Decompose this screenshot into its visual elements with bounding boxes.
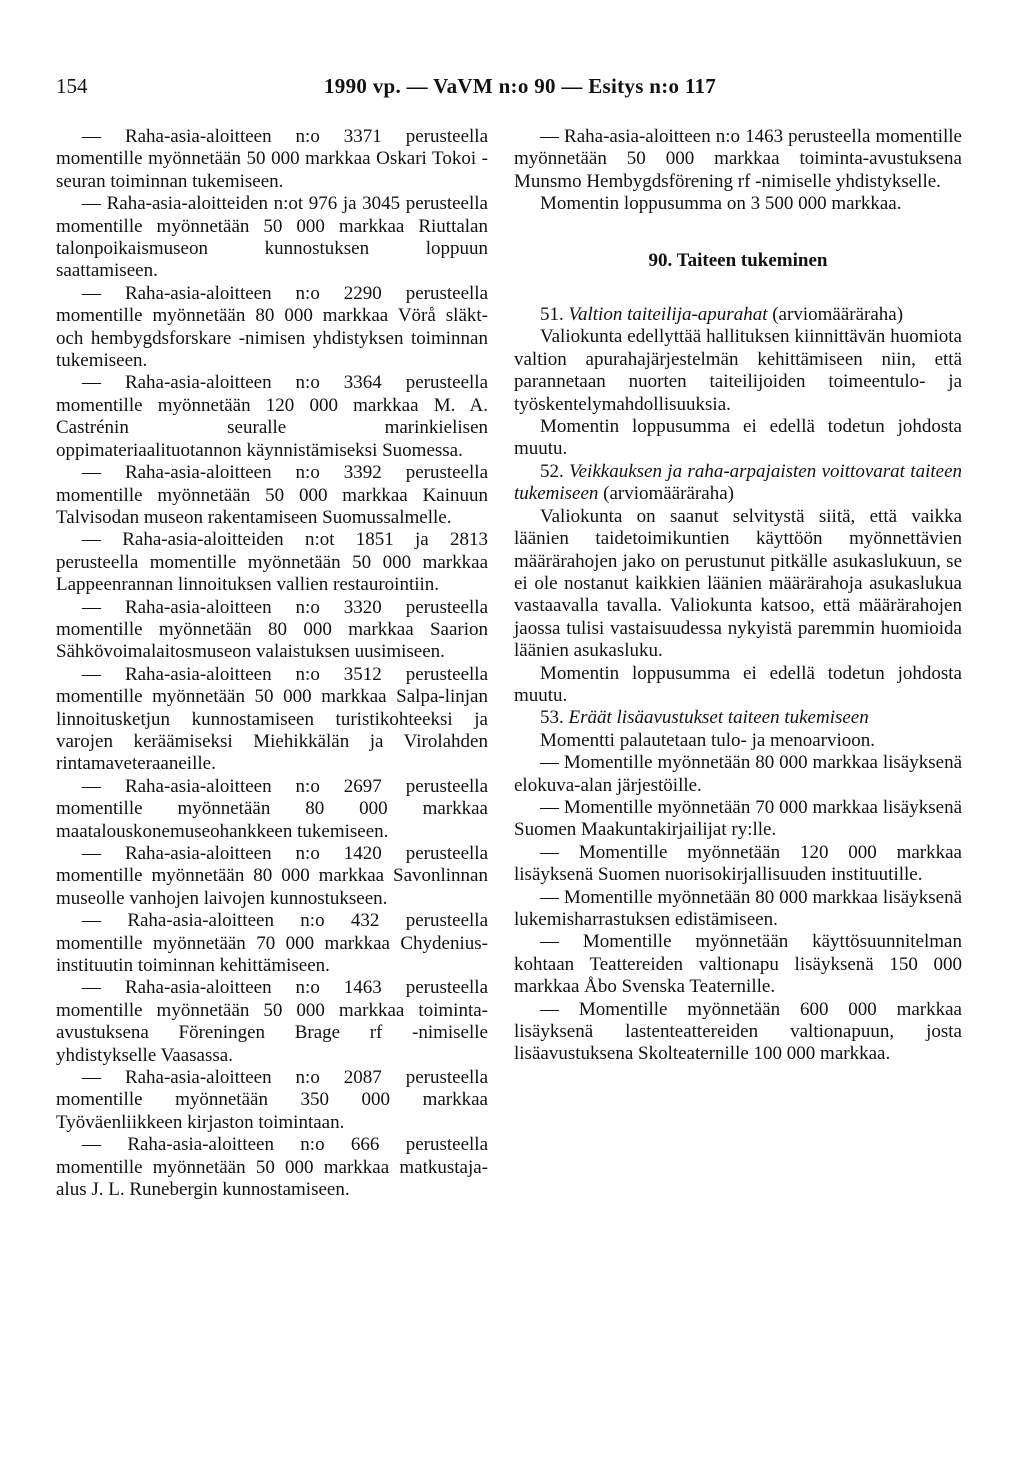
- item-51-heading: [514, 304, 962, 326]
- paragraph: — Momentille myönnetään 80 000 markkaa lisäyksenä lukemisharrastuksen edistämiseen.: [514, 886, 962, 930]
- paragraph: — Momentille myönnetään 600 000 markkaa lisäyksenä lastenteattereiden valtionapuun, josta lisäavustuksena Skolteaternille 100 000 markkaa.: [514, 998, 962, 1065]
- paragraph: Valiokunta on saanut selvitystä siitä, että vaikka läänien taidetoimikuntien käyttöön myönnettävien määrärahojen jako on perustunut pitkälle asukaslukuun, se ei ole nostanut kaikkien läänien määrärahoja asukaslukua vastaavalla tavalla. Valiokunta katsoo, että määrärahojen jaossa tulisi vastaisuudessa nykyistä paremmin huomioida läänien asukasluku.: [514, 505, 962, 662]
- paragraph: Momentti palautetaan tulo- ja menoarvioon.: [540, 729, 876, 751]
- left-column: [56, 126, 488, 1202]
- paragraph: — Raha-asia-aloitteen n:o 3371 perusteella momentille myönnetään 50 000 markkaa Oskari Tokoi -seuran toiminnan tukemiseen.: [56, 126, 488, 192]
- item-number: 52.: [540, 460, 564, 482]
- section-heading: 90. Taiteen tukeminen: [648, 249, 828, 271]
- item-title: Veikkauksen ja raha-arpajaisten voittovarat taiteen tukemiseen: [514, 460, 962, 505]
- item-number: 53.: [540, 707, 564, 729]
- paragraph: Momentin loppusumma on 3 500 000 markkaa.: [540, 193, 902, 215]
- right-column: [514, 126, 962, 1066]
- paragraph: — Raha-asia-aloitteen n:o 3364 perusteella momentille myönnetään 120 000 markkaa M. A. Castrénin seuralle marinkielisen oppimateriaalituotannon käynnistämiseksi Suomessa.: [56, 372, 488, 461]
- paragraph: — Raha-asia-aloitteen n:o 1463 perusteella momentille myönnetään 50 000 markkaa toiminta-avustuksena Föreningen Brage rf -nimiselle yhdistykselle Vaasassa.: [56, 977, 488, 1066]
- paragraph: — Raha-asia-aloitteen n:o 2290 perusteella momentille myönnetään 80 000 markkaa Vörå släkt- och hembygdsforskare -nimisen yhdistyksen toiminnan tukemiseen.: [56, 282, 488, 372]
- paragraph: — Raha-asia-aloitteiden n:ot 1851 ja 2813 perusteella momentille myönnetään 50 000 markkaa Lappeenrannan linnoituksen vallien restaurointiin.: [56, 529, 488, 596]
- item-52-heading: [514, 461, 962, 506]
- paragraph: — Raha-asia-aloitteen n:o 1420 perusteella momentille myönnetään 80 000 markkaa Savonlinnan museolle vanhojen laivojen kunnostukseen.: [56, 843, 488, 909]
- page-header: [56, 66, 976, 100]
- item-number: 51.: [540, 304, 564, 326]
- paragraph: — Momentille myönnetään käyttösuunnitelman kohtaan Teattereiden valtionapu lisäyksenä 150 000 markkaa Åbo Svenska Teaternille.: [514, 931, 962, 998]
- item-title: Valtion taiteilija-apurahat: [568, 304, 768, 326]
- item-suffix: (arviomääräraha): [772, 304, 904, 326]
- paragraph: — Raha-asia-aloitteen n:o 3320 perusteella momentille myönnetään 80 000 markkaa Saarion Sähkövoimalaitosmuseon valaistuksen uusimiseen.: [56, 596, 488, 663]
- paragraph: — Raha-asia-aloitteiden n:ot 976 ja 3045 perusteella momentille myönnetään 50 000 markkaa Riuttalan talonpoikaismuseon kunnostuksen loppuun saattamiseen.: [56, 193, 488, 282]
- page-number: 154: [56, 74, 88, 98]
- paragraph: — Momentille myönnetään 80 000 markkaa lisäyksenä elokuva-alan järjestöille.: [514, 752, 962, 796]
- paragraph: — Raha-asia-aloitteen n:o 2087 perusteella momentille myönnetään 350 000 markkaa Työväenliikkeen kirjaston toimintaan.: [56, 1067, 488, 1133]
- paragraph: Momentin loppusumma ei edellä todetun johdosta muutu.: [514, 662, 962, 706]
- paragraph: — Raha-asia-aloitteen n:o 2697 perusteella momentille myönnetään 80 000 markkaa maatalouskonemuseohankkeen tukemiseen.: [56, 775, 488, 842]
- item-53-heading: [514, 707, 962, 729]
- paragraph: — Raha-asia-aloitteen n:o 1463 perusteella momentille myönnetään 50 000 markkaa toiminta-avustuksena Munsmo Hembygdsförening rf -nimiselle yhdistykselle.: [514, 126, 962, 192]
- paragraph: Valiokunta edellyttää hallituksen kiinnittävän huomiota valtion apurahajärjestelmän kehittämiseen niin, että parannetaan nuorten taiteilijoiden toimeentulo- ja työskentelymahdollisuuksia.: [514, 326, 962, 415]
- item-suffix: (arviomääräraha): [603, 483, 734, 505]
- paragraph: — Raha-asia-aloitteen n:o 432 perusteella momentille myönnetään 70 000 markkaa Chydenius-instituutin toiminnan kehittämiseen.: [56, 910, 488, 977]
- paragraph: — Raha-asia-aloitteen n:o 3392 perusteella momentille myönnetään 50 000 markkaa Kainuun Talvisodan museon rakentamiseen Suomussalmelle.: [56, 462, 488, 528]
- paragraph: Momentin loppusumma ei edellä todetun johdosta muutu.: [514, 416, 962, 460]
- item-title: Eräät lisäavustukset taiteen tukemiseen: [568, 707, 869, 729]
- paragraph: — Raha-asia-aloitteen n:o 666 perusteella momentille myönnetään 50 000 markkaa matkustaja-alus J. L. Runebergin kunnostamiseen.: [56, 1134, 488, 1201]
- paragraph: — Raha-asia-aloitteen n:o 3512 perusteella momentille myönnetään 50 000 markkaa Salpa-linjan linnoitusketjun kunnostamiseen turistikohteeksi ja varojen keräämiseksi Miehikkälän ja Virolahden rintamaveteraaneille.: [56, 663, 488, 775]
- paragraph: — Momentille myönnetään 120 000 markkaa lisäyksenä Suomen nuorisokirjallisuuden instituutille.: [514, 841, 962, 886]
- paragraph: — Momentille myönnetään 70 000 markkaa lisäyksenä Suomen Maakuntakirjailijat ry:lle.: [514, 796, 962, 841]
- document-title: 1990 vp. — VaVM n:o 90 — Esitys n:o 117: [324, 74, 717, 98]
